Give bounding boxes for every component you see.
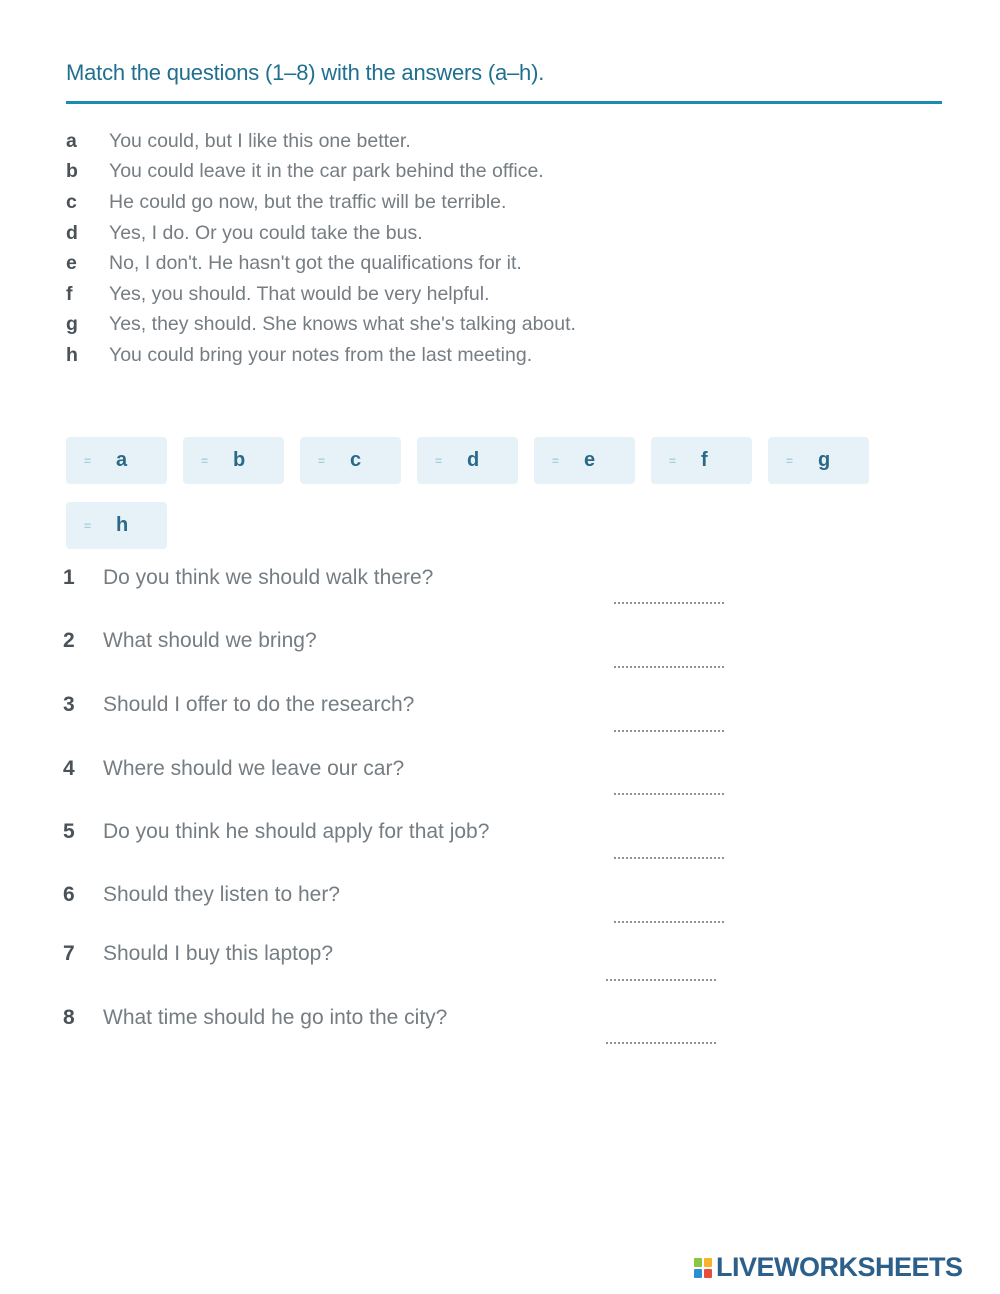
answer-letter: f bbox=[66, 282, 73, 305]
drag-chip-h[interactable] bbox=[66, 502, 167, 549]
logo-square bbox=[704, 1269, 712, 1278]
answer-drop-zone-2[interactable] bbox=[614, 656, 724, 668]
answer-text: He could go now, but the traffic will be terrible. bbox=[109, 190, 507, 213]
answer-drop-zone-5[interactable] bbox=[614, 847, 724, 859]
answer-text: Yes, they should. She knows what she's talking about. bbox=[109, 313, 576, 336]
title-divider bbox=[66, 101, 942, 104]
answer-text: No, I don't. He hasn't got the qualifications for it. bbox=[109, 252, 522, 275]
question-number: 4 bbox=[63, 757, 75, 780]
answer-item-e bbox=[66, 248, 576, 279]
answer-letter: g bbox=[66, 313, 78, 336]
drag-handle-icon: = bbox=[201, 453, 209, 468]
question-2 bbox=[63, 629, 317, 653]
answer-letter: d bbox=[66, 221, 78, 244]
answer-item-h bbox=[66, 340, 576, 371]
question-number: 1 bbox=[63, 566, 75, 589]
drag-chip-e[interactable] bbox=[534, 437, 635, 484]
answer-drop-zone-8[interactable] bbox=[606, 1032, 716, 1044]
question-7 bbox=[63, 942, 333, 966]
drag-chip-d[interactable] bbox=[417, 437, 518, 484]
answer-drop-zone-6[interactable] bbox=[614, 911, 724, 923]
answer-text: Yes, I do. Or you could take the bus. bbox=[109, 221, 423, 244]
chip-label: b bbox=[233, 449, 246, 471]
question-text: Where should we leave our car? bbox=[103, 757, 405, 780]
answer-letter: h bbox=[66, 343, 78, 366]
answer-drop-zone-3[interactable] bbox=[614, 720, 724, 732]
logo-text: LIVEWORKSHEETS bbox=[716, 1252, 963, 1282]
question-text: Do you think we should walk there? bbox=[103, 566, 434, 589]
answer-drop-zone-7[interactable] bbox=[606, 969, 716, 981]
logo-square bbox=[694, 1258, 702, 1267]
logo-square bbox=[694, 1269, 702, 1278]
drag-handle-icon: = bbox=[552, 453, 560, 468]
answer-item-f bbox=[66, 279, 576, 310]
answer-letter: b bbox=[66, 160, 78, 183]
question-text: What time should he go into the city? bbox=[103, 1006, 448, 1029]
chip-label: g bbox=[818, 449, 831, 471]
logo-grid-icon bbox=[693, 1257, 713, 1279]
chip-label: e bbox=[584, 449, 596, 471]
question-number: 8 bbox=[63, 1006, 75, 1029]
question-number: 3 bbox=[63, 693, 75, 716]
answer-item-g bbox=[66, 310, 576, 341]
chip-label: h bbox=[116, 514, 129, 536]
logo-square bbox=[704, 1258, 712, 1267]
answer-item-a bbox=[66, 126, 576, 157]
answer-text: Yes, you should. That would be very helpful. bbox=[109, 282, 490, 305]
question-5 bbox=[63, 820, 489, 844]
question-text: Do you think he should apply for that job? bbox=[103, 820, 490, 843]
answer-item-b bbox=[66, 157, 576, 188]
chip-label: a bbox=[116, 449, 128, 471]
answer-text: You could bring your notes from the last meeting. bbox=[109, 343, 533, 366]
answer-drop-zone-4[interactable] bbox=[614, 783, 724, 795]
answer-text: You could leave it in the car park behind the office. bbox=[109, 160, 544, 183]
drag-chip-g[interactable] bbox=[768, 437, 869, 484]
drag-handle-icon: = bbox=[669, 453, 677, 468]
drag-chip-f[interactable] bbox=[651, 437, 752, 484]
drag-handle-icon: = bbox=[435, 453, 443, 468]
answer-list bbox=[66, 126, 576, 371]
question-number: 6 bbox=[63, 883, 75, 906]
question-number: 2 bbox=[63, 629, 75, 652]
drag-handle-icon: = bbox=[786, 453, 794, 468]
answer-letter: c bbox=[66, 190, 77, 213]
question-8 bbox=[63, 1006, 447, 1030]
chip-label: f bbox=[701, 449, 708, 471]
answer-text: You could, but I like this one better. bbox=[109, 129, 411, 152]
question-6 bbox=[63, 883, 340, 907]
question-number: 5 bbox=[63, 820, 75, 843]
question-text: Should I buy this laptop? bbox=[103, 942, 333, 965]
answer-letter: a bbox=[66, 129, 77, 152]
question-1 bbox=[63, 566, 433, 590]
drag-handle-icon: = bbox=[318, 453, 326, 468]
answer-drop-zone-1[interactable] bbox=[614, 592, 724, 604]
chip-label: d bbox=[467, 449, 480, 471]
question-3 bbox=[63, 693, 414, 717]
question-text: Should I offer to do the research? bbox=[103, 693, 415, 716]
worksheet-title: Match the questions (1–8) with the answers (a–h). bbox=[66, 60, 545, 85]
drag-handle-icon: = bbox=[84, 453, 92, 468]
question-4 bbox=[63, 757, 404, 781]
answer-item-d bbox=[66, 218, 576, 249]
question-text: Should they listen to her? bbox=[103, 883, 340, 906]
drag-chip-b[interactable] bbox=[183, 437, 284, 484]
drag-chip-c[interactable] bbox=[300, 437, 401, 484]
drag-handle-icon: = bbox=[84, 518, 92, 533]
answer-item-c bbox=[66, 187, 576, 218]
question-number: 7 bbox=[63, 942, 75, 965]
drag-chip-a[interactable] bbox=[66, 437, 167, 484]
answer-letter: e bbox=[66, 252, 77, 275]
question-text: What should we bring? bbox=[103, 629, 317, 652]
liveworksheets-logo bbox=[693, 1252, 963, 1283]
chip-label: c bbox=[350, 449, 362, 471]
